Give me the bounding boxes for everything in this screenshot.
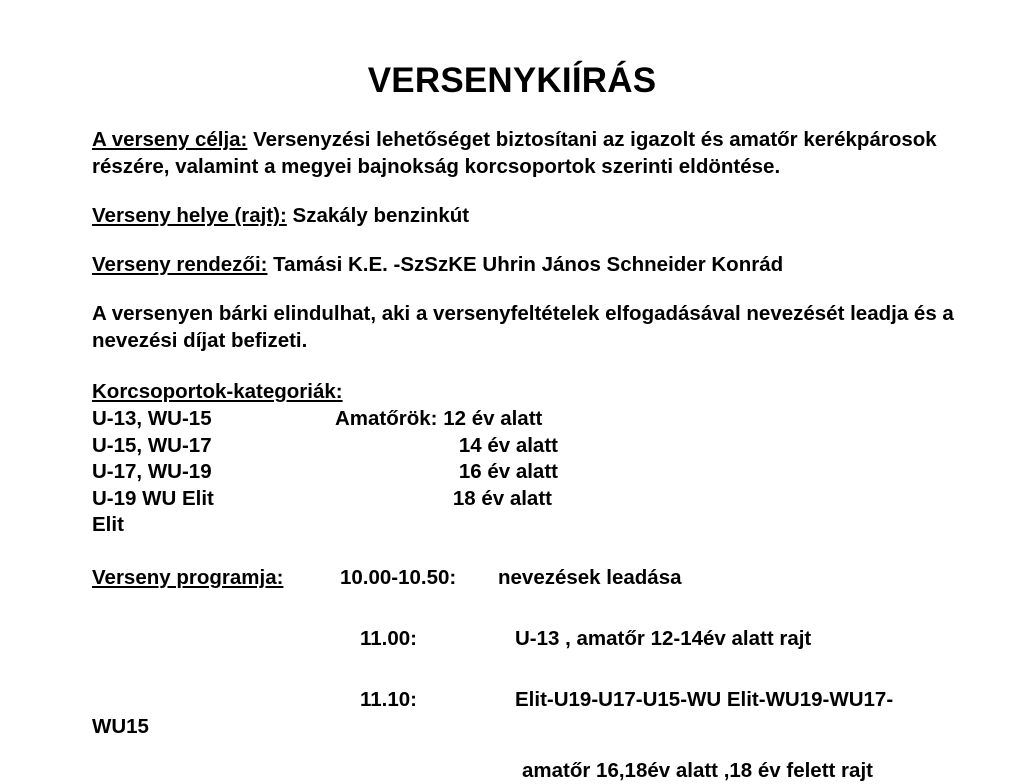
programme-final-line: amatőr 16,18év alatt ,18 év felett rajt xyxy=(522,758,873,782)
programme-time: 10.00-10.50: xyxy=(340,565,457,589)
category-age: Amatőrök: 12 év alatt xyxy=(335,407,543,431)
category-row xyxy=(92,458,972,485)
programme-description: Elit-U19-U17-U15-WU Elit-WU19-WU17- xyxy=(515,687,894,711)
programme-description: U-13 , amatőr 12-14év alatt rajt xyxy=(515,626,812,650)
programme-row xyxy=(92,625,972,652)
page-title: VERSENYKIÍRÁS xyxy=(367,61,657,100)
category-row xyxy=(92,511,972,538)
category-name: Elit xyxy=(92,513,124,537)
spacer xyxy=(92,652,972,669)
venue-text: Szakály benzinkút xyxy=(286,204,470,228)
purpose-label: A verseny célja: xyxy=(92,128,248,151)
section-categories xyxy=(92,378,972,538)
category-name: U-13, WU-15 xyxy=(92,407,212,431)
section-organizers xyxy=(92,251,972,278)
organizers-text: Tamási K.E. -SzSzKE Uhrin János Schneider Konrád xyxy=(267,253,784,277)
categories-heading-line xyxy=(92,378,972,405)
venue-label: Verseny helye (rajt): xyxy=(92,204,287,228)
programme-wrapped-row xyxy=(92,713,972,740)
category-name: U-19 WU Elit xyxy=(92,486,214,510)
section-programme xyxy=(92,564,972,784)
programme-wrapped-word: WU15 xyxy=(92,714,149,738)
category-row xyxy=(92,485,972,512)
category-name: U-15, WU-17 xyxy=(92,433,212,457)
section-venue xyxy=(92,202,972,229)
programme-row xyxy=(92,686,972,713)
programme-time: 11.10: xyxy=(360,687,417,711)
document-body xyxy=(92,126,972,784)
programme-final-row xyxy=(92,757,972,784)
programme-description: nevezések leadása xyxy=(498,565,682,589)
category-row xyxy=(92,405,972,432)
programme-label: Verseny programja: xyxy=(92,565,284,589)
programme-time: 11.00: xyxy=(360,626,417,650)
category-age: 18 év alatt xyxy=(452,486,552,510)
categories-heading: Korcsoportok-kategoriák: xyxy=(92,380,343,404)
category-row xyxy=(92,432,972,459)
section-conditions xyxy=(92,300,972,354)
programme-row xyxy=(92,564,972,591)
spacer xyxy=(92,591,972,608)
category-age: 14 év alatt xyxy=(458,433,558,457)
spacer xyxy=(92,740,972,757)
conditions-text: A versenyen bárki elindulhat, aki a versenyfeltételek elfogadásával nevezését leadja és a nevezési díjat befizeti. xyxy=(92,302,954,353)
spacer xyxy=(92,608,972,625)
category-age: 16 év alatt xyxy=(458,460,558,484)
section-purpose xyxy=(92,126,972,180)
category-name: U-17, WU-19 xyxy=(92,460,212,484)
organizers-label: Verseny rendezői: xyxy=(92,253,268,277)
purpose-text: Versenyzési lehetőséget biztosítani az igazolt és amatőr kerékpárosok részére, valamint a megyei bajnokság korcsoportok szerinti eldöntése. xyxy=(92,128,937,179)
spacer xyxy=(92,669,972,686)
